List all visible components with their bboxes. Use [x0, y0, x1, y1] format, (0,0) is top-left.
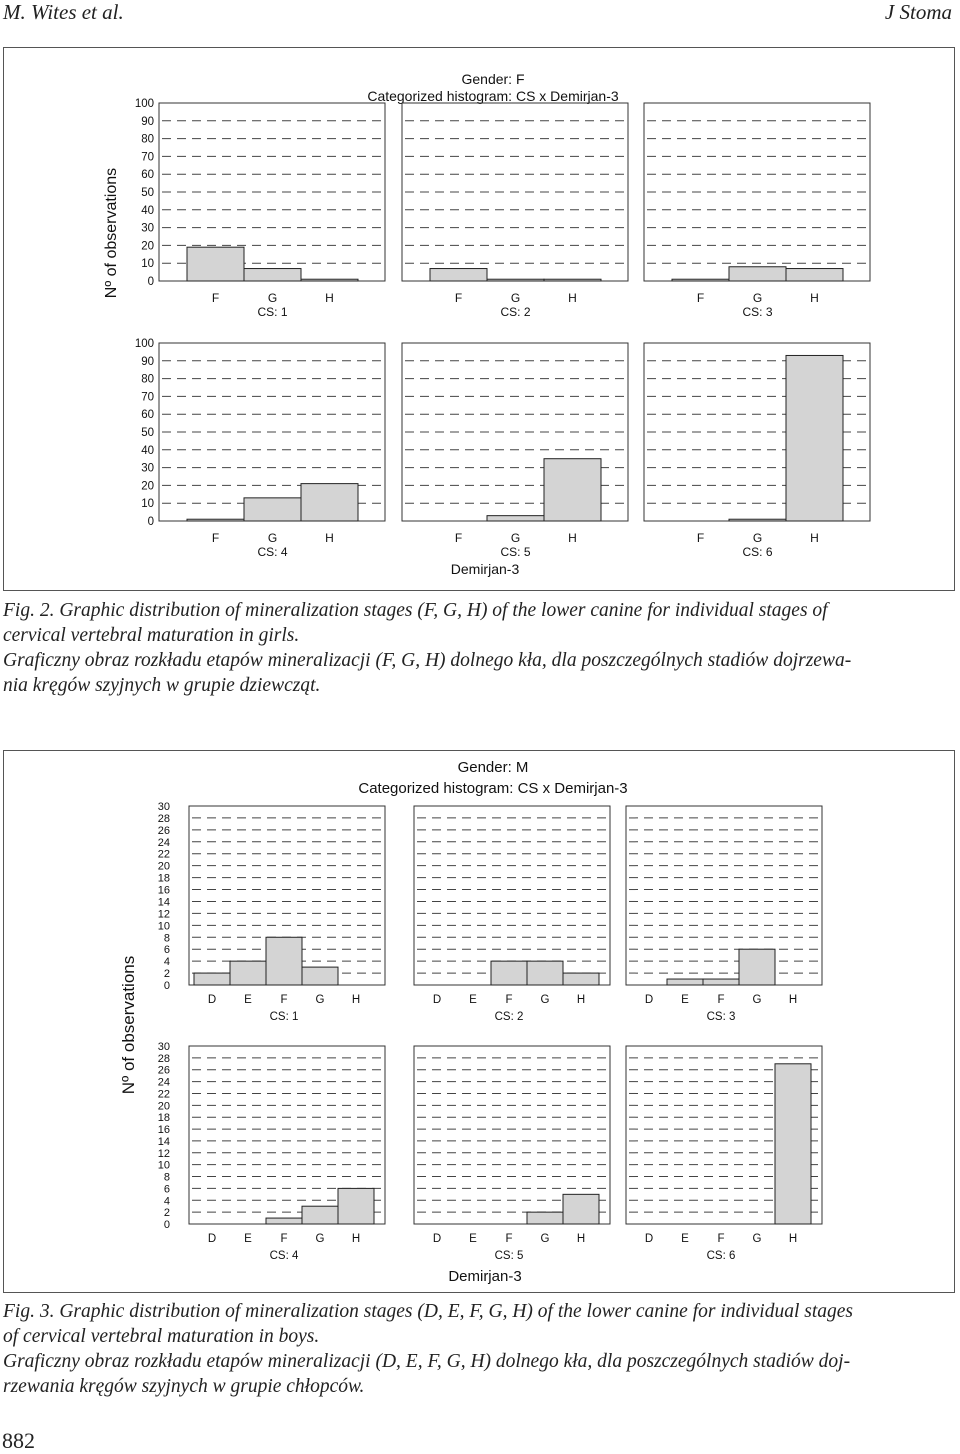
y-tick-label: 20	[141, 240, 154, 253]
x-tick-label: G	[540, 994, 550, 1006]
x-tick-label: G	[315, 994, 325, 1006]
bar	[338, 1188, 374, 1224]
y-tick-label: 20	[141, 480, 154, 493]
x-tick-label: G	[752, 1233, 762, 1245]
bar	[527, 1212, 563, 1224]
x-tick-label: F	[696, 531, 705, 545]
y-tick-label: 30	[157, 1041, 170, 1053]
caption-line: of cervical vertebral maturation in boys.	[3, 1326, 320, 1347]
x-tick-label: D	[207, 1233, 217, 1245]
x-tick-label: D	[644, 1233, 654, 1245]
bar	[187, 247, 244, 281]
page-number: 882	[2, 1428, 35, 1453]
chart-svg	[4, 48, 954, 590]
x-tick-label: H	[788, 1233, 798, 1245]
x-tick-label: G	[267, 531, 278, 545]
y-tick-label: 6	[163, 944, 170, 957]
chart-subtitle: Categorized histogram: CS x Demirjan-3	[367, 88, 619, 104]
caption-line: rzewania kręgów szyjnych w grupie chłopców.	[3, 1376, 365, 1397]
y-tick-label: 0	[147, 516, 154, 528]
x-tick-label: H	[810, 531, 819, 545]
bar	[672, 279, 729, 281]
y-tick-label: 90	[141, 355, 154, 368]
x-tick-label: F	[211, 291, 220, 305]
bar	[729, 267, 786, 281]
panel-label: CS: 2	[494, 1011, 524, 1023]
y-tick-label: 8	[163, 1171, 170, 1184]
y-tick-label: 50	[141, 187, 154, 199]
x-tick-label: D	[207, 994, 217, 1006]
x-tick-label: E	[469, 1233, 477, 1245]
x-tick-label: F	[717, 1233, 725, 1245]
panel-label: CS: 4	[269, 1250, 299, 1262]
y-tick-label: 10	[141, 498, 154, 511]
bar	[527, 961, 563, 985]
bar	[302, 1206, 338, 1224]
bar	[302, 967, 338, 985]
x-tick-label: H	[325, 291, 334, 305]
y-tick-label: 20	[157, 860, 170, 873]
bar	[544, 279, 601, 281]
y-tick-label: 18	[157, 872, 170, 885]
y-tick-label: 6	[163, 1183, 170, 1196]
chart-panel	[626, 806, 822, 1023]
running-header-authors: M. Wites et al.	[3, 0, 124, 24]
x-tick-label: D	[432, 994, 442, 1006]
bar	[301, 279, 358, 281]
bar	[786, 269, 843, 281]
y-tick-label: 10	[157, 920, 170, 933]
x-axis-label: Demirjan-3	[448, 1268, 522, 1285]
y-tick-label: 100	[134, 98, 154, 110]
x-tick-label: H	[568, 531, 577, 545]
panel-frame	[414, 806, 610, 985]
panel-label: CS: 2	[500, 305, 531, 319]
y-tick-label: 16	[157, 884, 170, 897]
bar	[563, 973, 599, 985]
y-tick-label: 30	[141, 462, 154, 475]
y-tick-label: 4	[163, 956, 170, 969]
y-tick-label: 30	[157, 801, 170, 813]
y-tick-label: 12	[157, 908, 170, 921]
y-tick-label: 40	[141, 444, 154, 457]
panel-label: CS: 1	[269, 1011, 299, 1023]
x-tick-label: F	[211, 531, 220, 545]
x-tick-label: F	[696, 291, 705, 305]
figure-3-caption	[3, 1299, 955, 1399]
y-tick-label: 16	[157, 1124, 170, 1137]
y-tick-label: 20	[157, 1100, 170, 1113]
bar	[775, 1064, 811, 1224]
panel-label: CS: 6	[706, 1250, 736, 1262]
chart-svg	[4, 751, 954, 1292]
chart-panel	[626, 1046, 822, 1262]
y-tick-label: 90	[141, 115, 154, 128]
caption-line: Graficzny obraz rozkładu etapów mineralizacji (F, G, H) dolnego kła, dla poszczególnych stadiów dojrzewa-	[3, 650, 852, 671]
y-tick-label: 2	[163, 968, 170, 981]
y-tick-label: 24	[157, 1076, 170, 1089]
x-tick-label: D	[432, 1233, 442, 1245]
x-tick-label: H	[325, 531, 334, 545]
panel-label: CS: 1	[257, 305, 288, 319]
x-tick-label: F	[280, 994, 288, 1006]
y-tick-label: 26	[157, 824, 170, 837]
x-tick-label: F	[505, 1233, 513, 1245]
bar	[266, 1218, 302, 1224]
chart-panel	[158, 1041, 385, 1262]
y-tick-label: 80	[141, 373, 154, 386]
chart-panel	[135, 338, 385, 559]
y-tick-label: 28	[157, 1052, 170, 1065]
x-tick-label: G	[315, 1233, 325, 1245]
panel-label: CS: 6	[742, 545, 773, 559]
y-tick-label: 14	[157, 896, 170, 909]
chart-panel	[644, 343, 870, 559]
y-tick-label: 8	[163, 932, 170, 945]
bar	[301, 484, 358, 521]
x-tick-label: H	[576, 994, 586, 1006]
x-tick-label: G	[267, 291, 278, 305]
x-tick-label: F	[454, 291, 463, 305]
y-tick-label: 4	[163, 1195, 170, 1208]
y-tick-label: 0	[163, 980, 170, 992]
y-tick-label: 18	[157, 1112, 170, 1125]
caption-line: Fig. 3. Graphic distribution of mineralization stages (D, E, F, G, H) of the lower canine for individual stages	[3, 1301, 854, 1322]
y-tick-label: 30	[141, 222, 154, 235]
x-tick-label: D	[644, 994, 654, 1006]
bar	[563, 1194, 599, 1224]
y-tick-label: 100	[134, 338, 154, 350]
figure-2-caption	[3, 598, 955, 698]
y-tick-label: 10	[141, 258, 154, 271]
x-tick-label: F	[454, 531, 463, 545]
y-tick-label: 0	[147, 276, 154, 288]
x-tick-label: G	[510, 531, 521, 545]
y-tick-label: 0	[163, 1219, 170, 1231]
bar	[230, 961, 266, 985]
x-tick-label: E	[469, 994, 477, 1006]
x-tick-label: G	[752, 994, 762, 1006]
panel-label: CS: 5	[500, 545, 531, 559]
y-tick-label: 70	[141, 391, 154, 404]
chart-panel	[414, 806, 610, 1023]
chart-panel	[135, 98, 385, 319]
panel-label: CS: 3	[742, 305, 773, 319]
x-tick-label: G	[510, 291, 521, 305]
caption-line: nia kręgów szyjnych w grupie dziewcząt.	[3, 675, 321, 696]
chart-panel	[414, 1046, 610, 1262]
panel-frame	[626, 806, 822, 985]
x-axis-label: Demirjan-3	[450, 561, 520, 577]
y-tick-label: 24	[157, 836, 170, 849]
caption-line: Graficzny obraz rozkładu etapów mineralizacji (D, E, F, G, H) dolnego kła, dla poszczególnych stadiów doj-	[3, 1351, 851, 1372]
bar	[703, 979, 739, 985]
x-tick-label: E	[244, 1233, 252, 1245]
bar	[266, 937, 302, 985]
x-tick-label: H	[788, 994, 798, 1006]
bar	[244, 269, 301, 281]
x-tick-label: E	[681, 994, 689, 1006]
y-tick-label: 28	[157, 812, 170, 825]
bar	[244, 498, 301, 521]
caption-line: Fig. 2. Graphic distribution of mineralization stages (F, G, H) of the lower canine for individual stages of	[3, 600, 828, 621]
bar	[667, 979, 703, 985]
y-tick-label: 26	[157, 1064, 170, 1077]
y-tick-label: 22	[157, 1088, 170, 1101]
x-tick-label: G	[540, 1233, 550, 1245]
chart-panel	[402, 103, 628, 319]
panel-label: CS: 3	[706, 1011, 736, 1023]
x-tick-label: E	[244, 994, 252, 1006]
panel-label: CS: 4	[257, 545, 288, 559]
chart-panel	[158, 801, 385, 1023]
bar	[491, 961, 527, 985]
x-tick-label: H	[810, 291, 819, 305]
y-tick-label: 2	[163, 1207, 170, 1220]
running-header-journal: J Stoma	[884, 0, 952, 24]
x-tick-label: H	[351, 994, 361, 1006]
x-tick-label: G	[752, 531, 763, 545]
bar	[786, 355, 843, 521]
bar	[487, 516, 544, 521]
bar	[430, 269, 487, 281]
x-tick-label: H	[351, 1233, 361, 1245]
caption-line: cervical vertebral maturation in girls.	[3, 625, 300, 646]
y-tick-label: 22	[157, 848, 170, 861]
bar	[739, 949, 775, 985]
panel-label: CS: 5	[494, 1250, 524, 1262]
chart-panel	[402, 343, 628, 559]
y-tick-label: 70	[141, 151, 154, 164]
figure-3-histogram	[3, 750, 955, 1293]
x-tick-label: F	[280, 1233, 288, 1245]
y-tick-label: 50	[141, 427, 154, 439]
y-axis-label: Nº of observations	[119, 955, 138, 1095]
x-tick-label: H	[576, 1233, 586, 1245]
chart-subtitle: Categorized histogram: CS x Demirjan-3	[358, 780, 628, 797]
y-tick-label: 14	[157, 1135, 170, 1148]
bar	[544, 459, 601, 521]
x-tick-label: G	[752, 291, 763, 305]
y-tick-label: 60	[141, 409, 154, 422]
x-tick-label: E	[681, 1233, 689, 1245]
x-tick-label: F	[505, 994, 513, 1006]
x-tick-label: H	[568, 291, 577, 305]
chart-title: Gender: F	[461, 71, 525, 87]
bar	[187, 519, 244, 521]
figure-2-histogram	[3, 47, 955, 591]
bar	[194, 973, 230, 985]
chart-panel	[644, 103, 870, 319]
y-tick-label: 12	[157, 1147, 170, 1160]
y-tick-label: 10	[157, 1159, 170, 1172]
y-tick-label: 80	[141, 133, 154, 146]
chart-title: Gender: M	[457, 759, 529, 776]
y-axis-label: Nº of observations	[103, 167, 120, 299]
y-tick-label: 40	[141, 204, 154, 217]
y-tick-label: 60	[141, 169, 154, 182]
x-tick-label: F	[717, 994, 725, 1006]
bar	[487, 279, 544, 281]
bar	[729, 519, 786, 521]
